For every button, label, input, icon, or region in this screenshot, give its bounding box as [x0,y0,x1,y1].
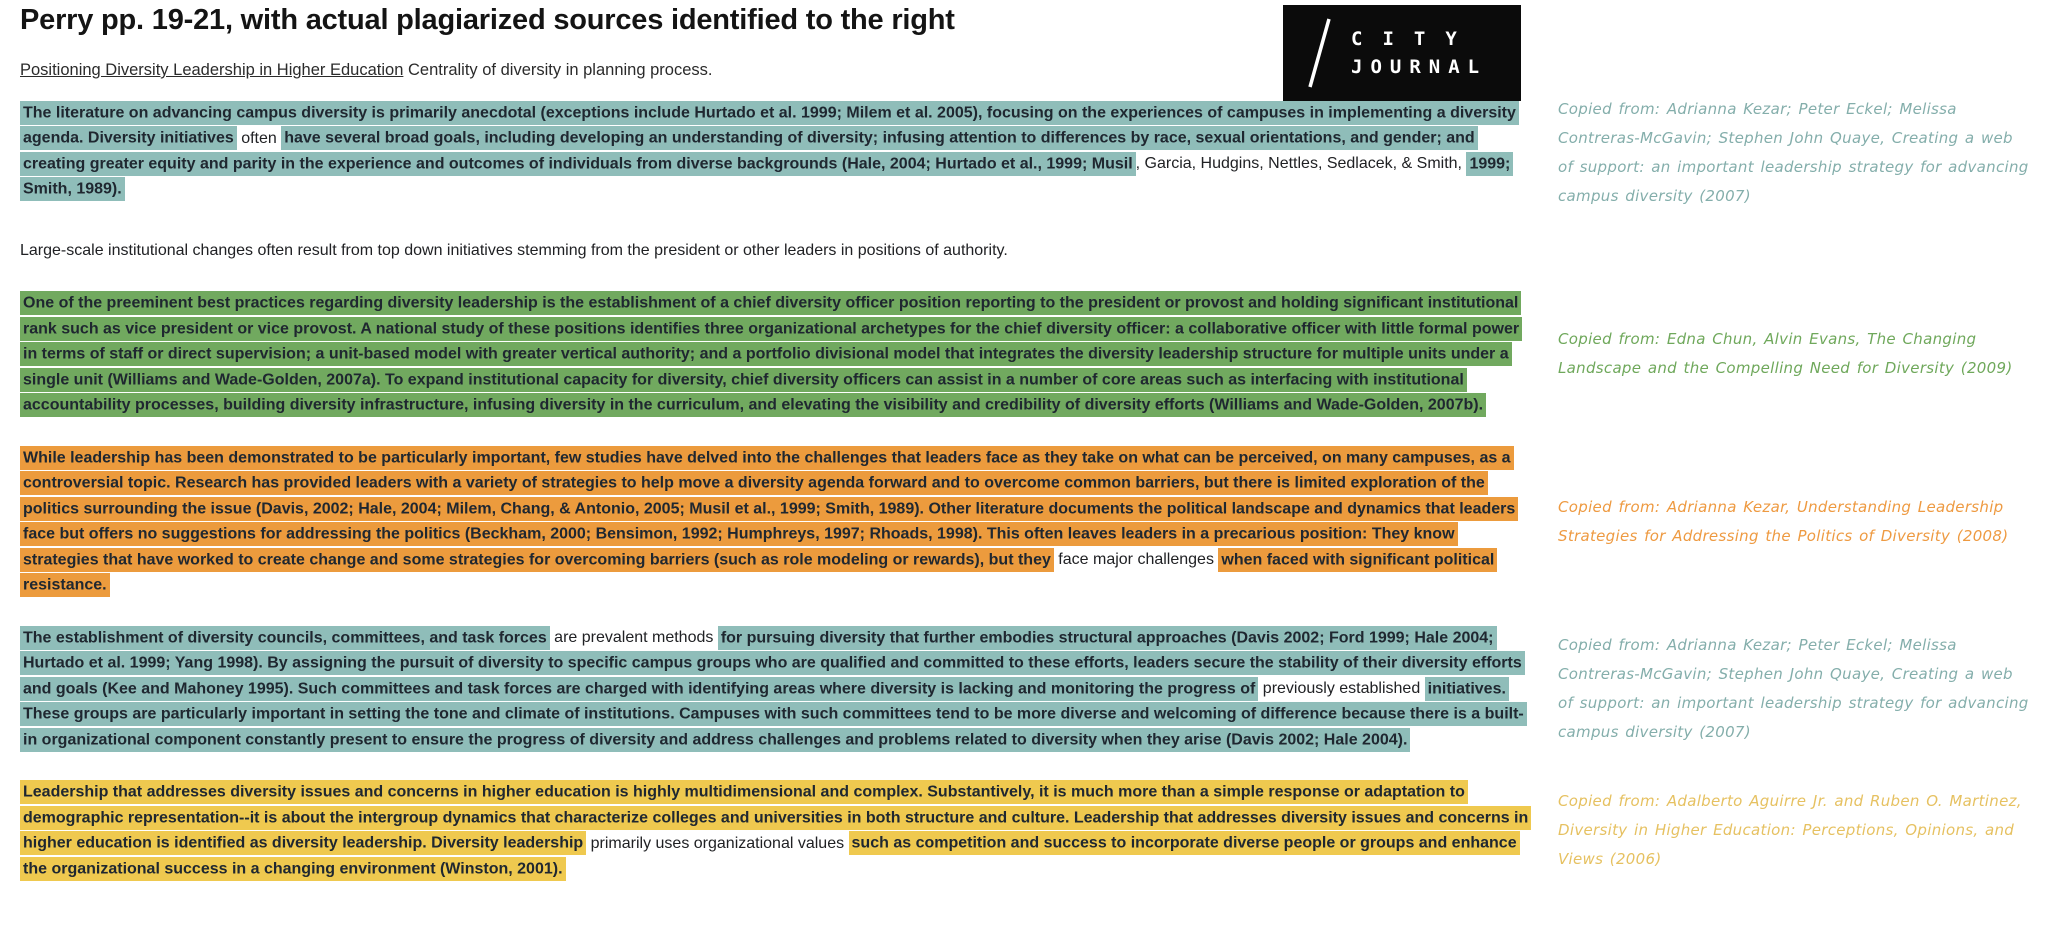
highlighted-segment: have several broad goals, including developing an understanding of diversity; infusing attention to differences by race, sexual orientations, and gender; and creating greater equity and parity in the experience and outcomes of individuals from diverse backgrounds (Hale, 2004; Hurtado et al., 1999; Musil [20,126,1478,176]
paragraph-row [20,780,2030,882]
paragraph-row [20,625,2030,753]
text-segment: primarily uses organizational values [586,834,849,852]
paragraph-row [20,445,2030,598]
text-segment: previously established [1258,680,1425,697]
city-journal-logo [1283,5,1521,101]
paragraph-row [20,291,2030,419]
paragraph [20,445,1532,598]
highlighted-segment: While leadership has been demonstrated to be particularly important, few studies have delved into the challenges that leaders face as they take on what can be perceived, on many campuses, as a controversial topic. Research has provided leaders with a variety of strategies to help move a diversity agenda forward and to overcome common barriers, but there is limited exploration of the politics surrounding the issue (Davis, 2002; Hale, 2004; Milem, Chang, & Antonio, 2005; Musil et al., 1999; Smith, 1989). Other literature documents the political landscape and dynamics that leaders face but offers no suggestions for addressing the politics (Beckham, 2000; Bensimon, 1992; Humphreys, 1997; Rhoads, 1998). This often leaves leaders in a precarious position: They know strategies that have worked to create change and some strategies for overcoming barriers (such as role modeling or rewards), but they [20,446,1518,572]
highlighted-segment: for pursuing diversity that further embodies structural approaches (Davis 2002; Ford 1999; Hale 2004; Hurtado et al. 1999; Yang 1998). By assigning the pursuit of diversity to specific campus groups who are qualified and committed to these efforts, leaders secure the stability of their diversity efforts and goals (Kee and Mahoney 1995). Such committees and task forces are charged with identifying areas where diversity is lacking and monitoring the progress of [20,626,1525,701]
source-annotation: Copied from: Edna Chun, Alvin Evans, The Changing Landscape and the Compelling Need for Diversity (2009) [1558,330,2013,378]
paragraph [20,780,1532,882]
text-segment: face major challenges [1053,551,1219,568]
subtitle-descriptor: Centrality of diversity in planning process. [407,61,713,79]
text-segment: , Garcia, Hudgins, Nettles, Sedlacek, & Smith, [1135,155,1467,172]
text-segment: Large-scale institutional changes often result from top down initiatives stemming from the president or other leaders in positions of authority. [20,242,1008,259]
highlighted-segment: 1999; Smith, 1989). [20,152,1513,202]
logo-wordmark [1351,29,1487,77]
highlighted-segment: The literature on advancing campus diversity is primarily anecdotal (exceptions include Hurtado et al. 1999; Milem et al. 2005), focusing on the experiences of campuses in implementing a diversity agenda. Diversity initiatives [20,101,1519,151]
text-segment: are prevalent methods [549,629,718,646]
text-segment: often [236,129,282,147]
paragraph [20,238,1532,264]
logo-line-city: CITY [1351,28,1477,50]
subtitle-work-title: Positioning Diversity Leadership in Higher Education [20,61,404,79]
source-annotation: Copied from: Adrianna Kezar, Understanding Leadership Strategies for Addressing the Politics of Diversity (2008) [1558,497,2009,545]
paragraph-row [20,238,2030,264]
source-annotation: Copied from: Adrianna Kezar; Peter Eckel; Melissa Contreras-McGavin; Stephen John Quaye, Creating a web of support: an important leadership strategy for advancing campus diversity (2007) [1558,100,2029,205]
page-title: Perry pp. 19-21, with actual plagiarized sources identified to the right [20,4,955,36]
highlighted-segment: when faced with significant political resistance. [20,548,1497,598]
highlighted-segment: Leadership that addresses diversity issues and concerns in higher education is highly multidimensional and complex. Substantively, it is much more than a simple response or adaptation to demographic representation--it is about the intergroup dynamics that characterize colleges and universities in both structure and culture. Leadership that addresses diversity issues and concerns in higher education is identified as diversity leadership. Diversity leadership [20,780,1531,855]
highlighted-segment: such as competition and success to incorporate diverse people or groups and enhance the organizational success in a changing environment (Winston, 2001). [20,831,1520,881]
highlighted-segment: One of the preeminent best practices regarding diversity leadership is the establishment of a chief diversity officer position reporting to the president or provost and holding significant institutional rank such as vice president or vice provost. A national study of these positions identifies three organizational archetypes for the chief diversity officer: a collaborative officer with little formal power in terms of staff or direct supervision; a unit-based model with greater vertical authority; and a portfolio divisional model that integrates the diversity leadership structure for multiple units under a single unit (Williams and Wade-Golden, 2007a). To expand institutional capacity for diversity, chief diversity officers can assist in a number of core areas such as interfacing with institutional accountability processes, building diversity infrastructure, infusing diversity in the curriculum, and elevating the visibility and credibility of diversity efforts (Williams and Wade-Golden, 2007b). [20,291,1522,417]
source-annotation: Copied from: Adalberto Aguirre Jr. and Ruben O. Martinez, Diversity in Higher Education: Perceptions, Opinions, and Views (2006) [1558,792,2022,868]
document-body [20,100,2030,882]
logo-line-journal: JOURNAL [1351,56,1488,78]
paragraph [20,291,1532,419]
paragraph [20,625,1532,753]
highlighted-segment: initiatives. These groups are particularly important in setting the tone and climate of institutions. Campuses with such committees tend to be more diverse and welcoming of difference because there is a built-in organizational component constantly present to ensure the progress of diversity and address challenges and problems related to diversity when they arise (Davis 2002; Hale 2004). [20,677,1527,752]
document-subtitle [20,61,2030,80]
logo-slash-icon [1301,15,1337,91]
paragraph-row [20,100,2030,211]
highlighted-segment: The establishment of diversity councils, committees, and task forces [20,626,550,650]
paragraph [20,100,1532,202]
source-annotation: Copied from: Adrianna Kezar; Peter Eckel; Melissa Contreras-McGavin; Stephen John Quaye, Creating a web of support: an important leadership strategy for advancing campus diversity (2007) [1558,635,2029,741]
